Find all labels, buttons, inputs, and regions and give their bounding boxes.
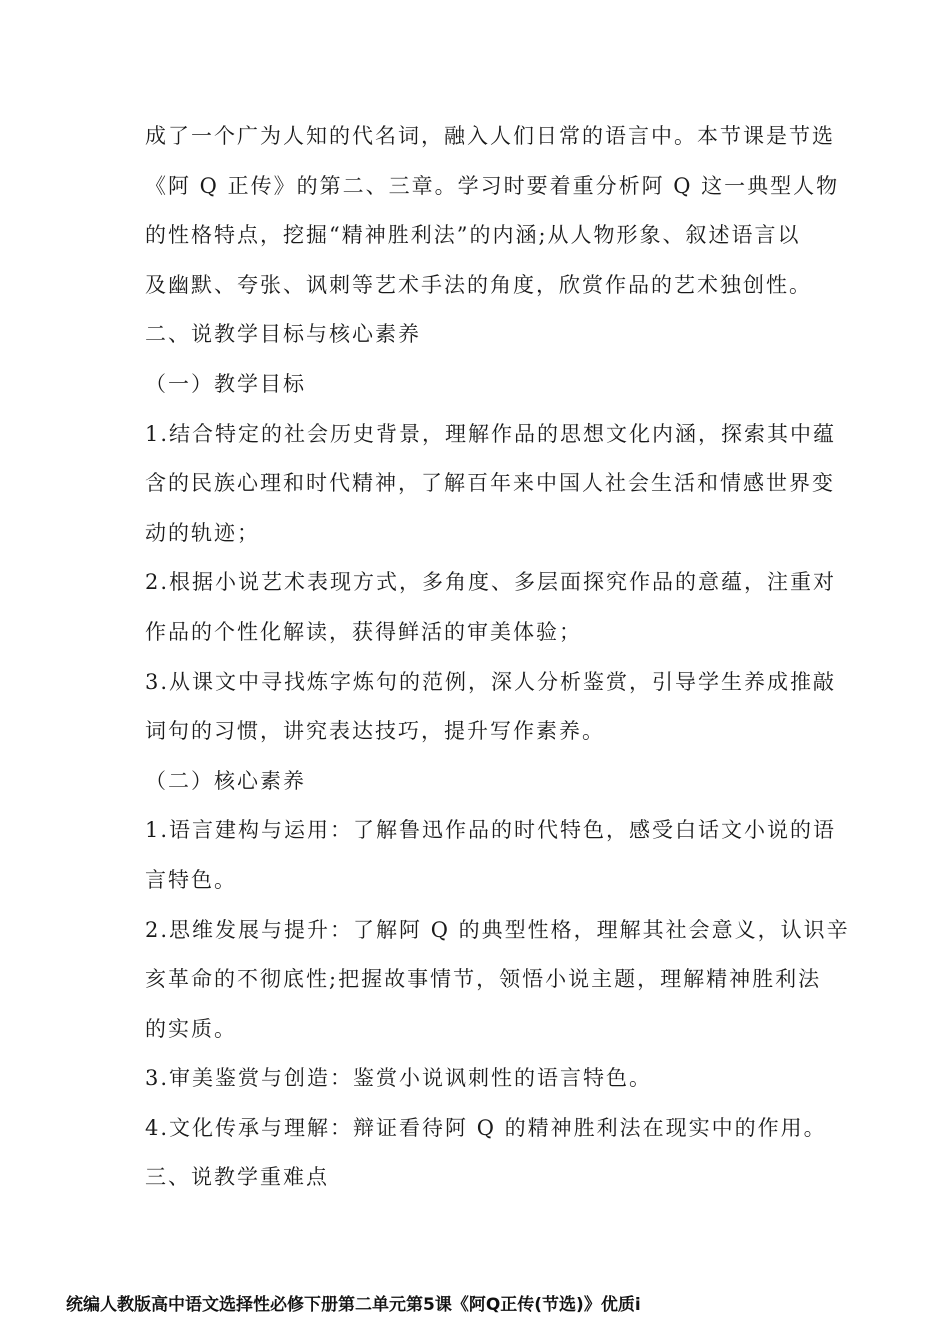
subsection-heading: （二）核心素养 [145, 768, 306, 793]
text-line: 3.审美鉴赏与创造：鉴赏小说讽刺性的语言特色。 [145, 1066, 653, 1091]
text-line: 3.从课文中寻找炼字炼句的范例，深人分析鉴赏，引导学生养成推敲 [145, 669, 837, 694]
text-line: 词句的习惯，讲究表达技巧，提升写作素养。 [145, 719, 605, 744]
text-line: 及幽默、夸张、讽刺等艺术手法的角度，欣赏作品的艺术独创性。 [145, 272, 812, 297]
text-line: 的实质。 [145, 1016, 237, 1041]
text-line: 2.思维发展与提升：了解阿 Q 的典型性格，理解其社会意义，认识辛 [145, 917, 850, 942]
text-line: 含的民族心理和时代精神，了解百年来中国人社会生活和情感世界变 [145, 471, 835, 496]
text-line: 《阿 Q 正传》的第二、三章。学习时要着重分析阿 Q 这一典型人物 [145, 173, 840, 198]
text-line: 1.语言建构与运用：了解鲁迅作品的时代特色，感受白话文小说的语 [145, 818, 837, 843]
section-heading: 三、说教学重难点 [145, 1165, 329, 1190]
text-line: 成了一个广为人知的代名词，融入人们日常的语言中。本节课是节选 [145, 124, 835, 148]
text-line: 言特色。 [145, 867, 237, 892]
text-line: 4.文化传承与理解：辩证看待阿 Q 的精神胜利法在现实中的作用。 [145, 1115, 827, 1140]
document-footer-title: 统编人教版高中语文选择性必修下册第二单元第5课《阿Q正传(节选)》优质i [66, 1295, 641, 1315]
section-heading: 二、说教学目标与核心素养 [145, 322, 421, 347]
text-line: 动的轨迹； [145, 520, 260, 545]
text-line: 1.结合特定的社会历史背景，理解作品的思想文化内涵，探索其中蕴 [145, 421, 837, 446]
text-line: 的性格特点，挖掘“精神胜利法”的内涵;从人物形象、叙述语言以 [145, 223, 801, 248]
text-line: 作品的个性化解读，获得鲜活的审美体验； [145, 619, 582, 644]
text-line: 亥革命的不彻底性;把握故事情节，领悟小说主题，理解精神胜利法 [145, 967, 822, 992]
text-line: 2.根据小说艺术表现方式，多角度、多层面探究作品的意蕴，注重对 [145, 570, 837, 595]
subsection-heading: （一）教学目标 [145, 371, 306, 396]
body-text [145, 112, 850, 1203]
